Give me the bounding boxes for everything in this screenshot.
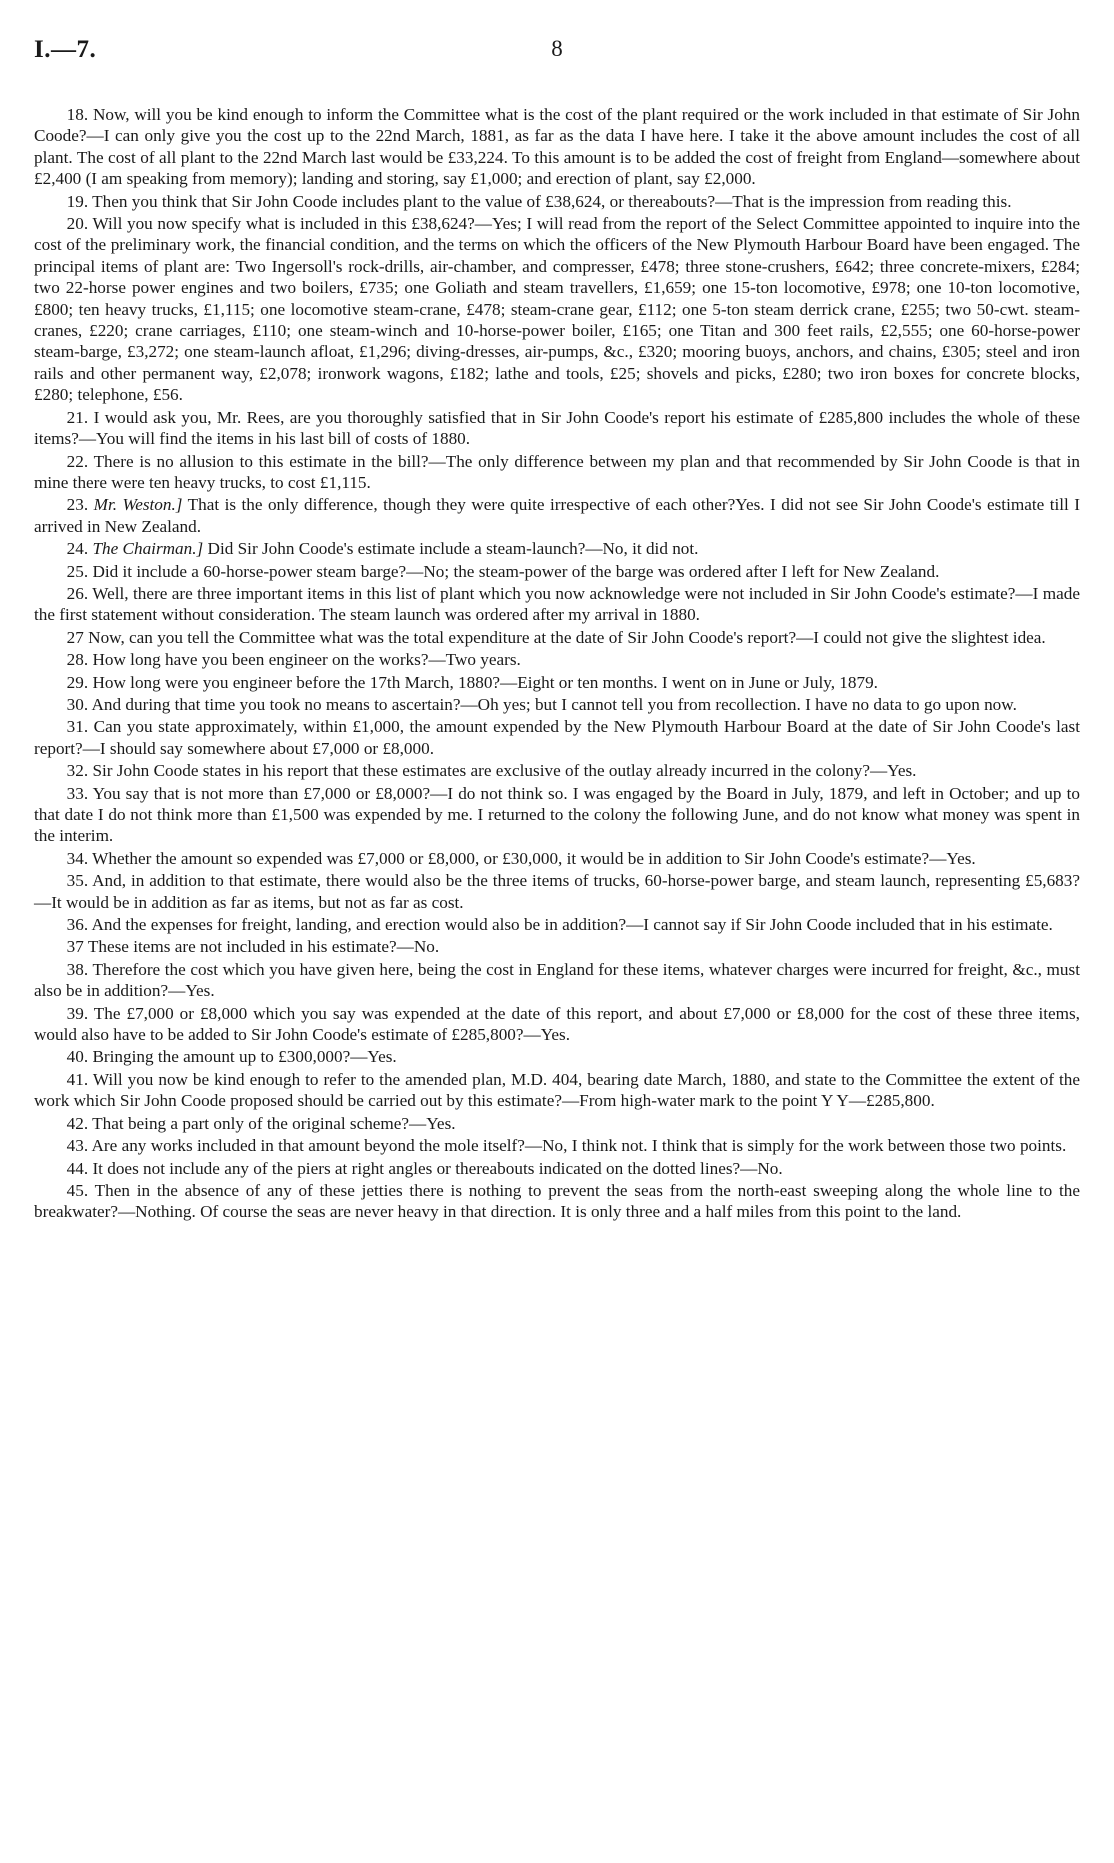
question-number: 39. — [66, 1003, 89, 1023]
question-answer-text: And during that time you took no means to ascertain?—Oh yes; but I cannot tell you from recollection. I have no data to go upon now. — [91, 694, 1017, 714]
question-answer-text: That is the only difference, though they were quite irrespective of each other?Yes. I did not see Sir John Coode's estimate till I arrived in New Zealand. — [34, 495, 1080, 536]
question-answer-text: Now, will you be kind enough to inform the Committee what is the cost of the plant required or the work included in that estimate of Sir John Coode?—I can only give you the cost up to the 22nd March, 1881, as far as the data I have here. I take it the above amount includes the cost of all plant. The cost of all plant to the 22nd March last would be £33,224. To this amount is to be added the cost of freight from England—somewhere about £2,400 (I am speaking from memory); landing and storing, say £1,000; and erection of plant, say £2,000. — [34, 105, 1080, 189]
question-answer-text: There is no allusion to this estimate in the bill?—The only difference between my plan and that recommended by Sir John Coode is that in mine there were ten heavy trucks, to cost £1,115. — [34, 451, 1080, 492]
question-number: 30. — [66, 694, 89, 714]
question-paragraph — [34, 1069, 1080, 1112]
question-number: 29. — [66, 672, 89, 692]
question-answer-text: And, in addition to that estimate, there would also be the three items of trucks, 60-horse-power barge, and steam launch, representing £5,683?—It would be in addition as far as items, but not as far as cost. — [34, 871, 1081, 912]
question-number: 28. — [66, 650, 89, 670]
question-answer-text: I would ask you, Mr. Rees, are you thoroughly satisfied that in Sir John Coode's report his estimate of £285,800 includes the whole of these items?—You will find the items in his last bill of costs of 1880. — [34, 407, 1081, 449]
question-paragraph — [34, 914, 1080, 935]
question-answer-text: Whether the amount so expended was £7,000 or £8,000, or £30,000, it would be in addition to Sir John Coode's estimate?—Yes. — [92, 848, 976, 868]
question-paragraph — [34, 716, 1080, 759]
question-answer-text: Will you now be kind enough to refer to the amended plan, M.D. 404, bearing date March, 1880, and state to the Committee the extent of the work which Sir John Coode proposed should be carried out by this estimate?—From high-water mark to the point Y Y—£285,800. — [34, 1069, 1080, 1111]
question-number: 42. — [66, 1113, 89, 1133]
speaker-name: Mr. Weston.] — [93, 495, 183, 515]
question-answer-text: Now, can you tell the Committee what was the total expenditure at the date of Sir John Coode's report?—I could not give the slightest idea. — [88, 627, 1046, 647]
question-paragraph — [34, 848, 1080, 869]
question-number: 26. — [66, 583, 89, 603]
question-paragraph — [34, 561, 1080, 582]
page-reference: I.—7. — [34, 36, 97, 63]
question-paragraph — [34, 649, 1080, 670]
question-paragraph — [34, 783, 1080, 847]
question-paragraph — [34, 407, 1080, 450]
question-number: 41. — [66, 1069, 89, 1089]
question-number: 32. — [66, 761, 89, 781]
question-paragraph — [34, 1158, 1080, 1179]
question-paragraph — [34, 1180, 1080, 1223]
question-paragraph — [34, 494, 1080, 537]
page-number: 8 — [551, 36, 563, 61]
question-paragraph — [34, 1113, 1080, 1134]
question-answer-text: The £7,000 or £8,000 which you say was expended at the date of this report, and about £7,000 or £8,000 for the cost of these three items, would also have to be added to Sir John Coode's estimate of £285,800?—Yes. — [34, 1003, 1080, 1045]
question-answer-text: Did it include a 60-horse-power steam barge?—No; the steam-power of the barge was ordered after I left for New Zealand. — [92, 561, 940, 581]
question-paragraph — [34, 672, 1080, 693]
question-answer-text: Then in the absence of any of these jetties there is nothing to prevent the seas from the north-east sweeping along the whole line to the breakwater?—Nothing. Of course the seas are never heavy in that direction. It is only three and a half miles from this point to the land. — [34, 1180, 1080, 1222]
question-number: 25. — [66, 561, 89, 581]
question-number: 24. — [66, 539, 89, 559]
question-number: 34. — [66, 848, 89, 868]
question-number: 40. — [66, 1047, 89, 1067]
question-number: 20. — [66, 214, 89, 234]
question-answer-text: Did Sir John Coode's estimate include a steam-launch?—No, it did not. — [207, 539, 699, 559]
page-header — [34, 36, 1080, 70]
question-answer-text: Can you state approximately, within £1,000, the amount expended by the New Plymouth Harbour Board at the date of Sir John Coode's last report?—I should say somewhere about £7,000 or £8,000. — [34, 717, 1080, 758]
question-number: 43. — [66, 1136, 89, 1156]
question-answer-text: Will you now specify what is included in this £38,624?—Yes; I will read from the report of the Select Committee appointed to inquire into the cost of the preliminary work, the financial condition, and the terms on which the officers of the New Plymouth Harbour Board have been engaged. The principal items of plant are: Two Ingersoll's rock-drills, air-chamber, and compresser, £478; three stone-crushers, £642; three concrete-mixers, £284; two 22-horse power engines and two boilers, £735; one Goliath and steam travellers, £1,659; one 15-ton locomotive, £978; one 10-ton locomotive, £800; ten heavy trucks, £1,115; one locomotive steam-crane, £478; steam-crane gear, £112; one 5-ton steam derrick crane, £255; two 50-cwt. steam-cranes, £220; crane carriages, £110; one steam-winch and 10-horse-power boiler, £165; one Titan and 300 feet rails, £2,555; one 60-horse-power steam-barge, £3,272; one steam-launch afloat, £1,296; diving-dresses, air-pumps, &c., £320; mooring buoys, anchors, and chains, £305; steel and iron rails and other permanent way, £2,078; ironwork wagons, £182; lathe and tools, £25; shovels and picks, £280; two iron boxes for concrete blocks, £280; telephone, £56. — [34, 214, 1080, 405]
question-answer-text: These items are not included in his estimate?—No. — [87, 937, 440, 957]
question-answer-text: Well, there are three important items in this list of plant which you now acknowledge were not included in Sir John Coode's estimate?—I made the first statement without consideration. The steam launch was ordered after my arrival in 1880. — [34, 583, 1080, 625]
question-paragraph — [34, 104, 1080, 190]
question-answer-text: Sir John Coode states in his report that these estimates are exclusive of the outlay already incurred in the colony?—Yes. — [92, 761, 917, 781]
question-answer-text: That being a part only of the original scheme?—Yes. — [92, 1113, 456, 1133]
question-number: 33. — [66, 783, 89, 803]
question-answer-text: How long have you been engineer on the works?—Two years. — [92, 650, 521, 670]
speaker-name: The Chairman.] — [92, 539, 204, 559]
question-answer-text: Therefore the cost which you have given here, being the cost in England for these items, whatever charges were incurred for freight, &c., must also be in addition?—Yes. — [34, 959, 1080, 1001]
question-answer-text: Bringing the amount up to £300,000?—Yes. — [92, 1047, 397, 1067]
question-number: 18. — [66, 105, 89, 124]
question-answer-text: How long were you engineer before the 17th March, 1880?—Eight or ten months. I went on in June or July, 1879. — [92, 672, 878, 692]
question-answer-text: Then you think that Sir John Coode includes plant to the value of £38,624, or thereabouts?—That is the impression from reading this. — [92, 191, 1012, 211]
question-paragraph — [34, 627, 1080, 648]
question-paragraph — [34, 870, 1080, 913]
question-number: 36. — [66, 915, 89, 935]
question-paragraph — [34, 959, 1080, 1002]
question-paragraph — [34, 1046, 1080, 1067]
question-number: 44. — [66, 1158, 89, 1178]
question-paragraph — [34, 451, 1080, 494]
question-number: 35. — [66, 871, 89, 891]
question-answer-text: And the expenses for freight, landing, and erection would also be in addition?—I cannot say if Sir John Coode included that in his estimate. — [91, 915, 1053, 935]
question-paragraph — [34, 936, 1080, 957]
question-number: 19. — [66, 191, 89, 211]
question-answer-text: You say that is not more than £7,000 or £8,000?—I do not think so. I was engaged by the Board in July, 1879, and left in October; and up to that date I do not think more than £1,500 was expended by me. I returned to the colony the following June, and do not know what money was spent in the interim. — [34, 783, 1080, 846]
question-paragraph — [34, 213, 1080, 406]
question-paragraph — [34, 1135, 1080, 1156]
question-number: 23. — [66, 495, 89, 515]
question-paragraph — [34, 760, 1080, 781]
question-number: 21. — [66, 407, 89, 427]
question-number: 45. — [66, 1180, 89, 1200]
question-paragraph — [34, 191, 1080, 212]
question-paragraph — [34, 583, 1080, 626]
testimony-text — [34, 104, 1080, 1223]
question-answer-text: It does not include any of the piers at right angles or thereabouts indicated on the dotted lines?—No. — [92, 1158, 783, 1178]
question-number: 37 — [66, 937, 84, 957]
question-paragraph — [34, 694, 1080, 715]
question-answer-text: Are any works included in that amount beyond the mole itself?—No, I think not. I think that is simply for the work between those two points. — [91, 1136, 1067, 1156]
question-paragraph — [34, 538, 1080, 559]
question-number: 38. — [66, 959, 89, 979]
question-paragraph — [34, 1003, 1080, 1046]
question-number: 22. — [66, 451, 89, 471]
question-number: 27 — [66, 627, 84, 647]
question-number: 31. — [66, 717, 89, 737]
